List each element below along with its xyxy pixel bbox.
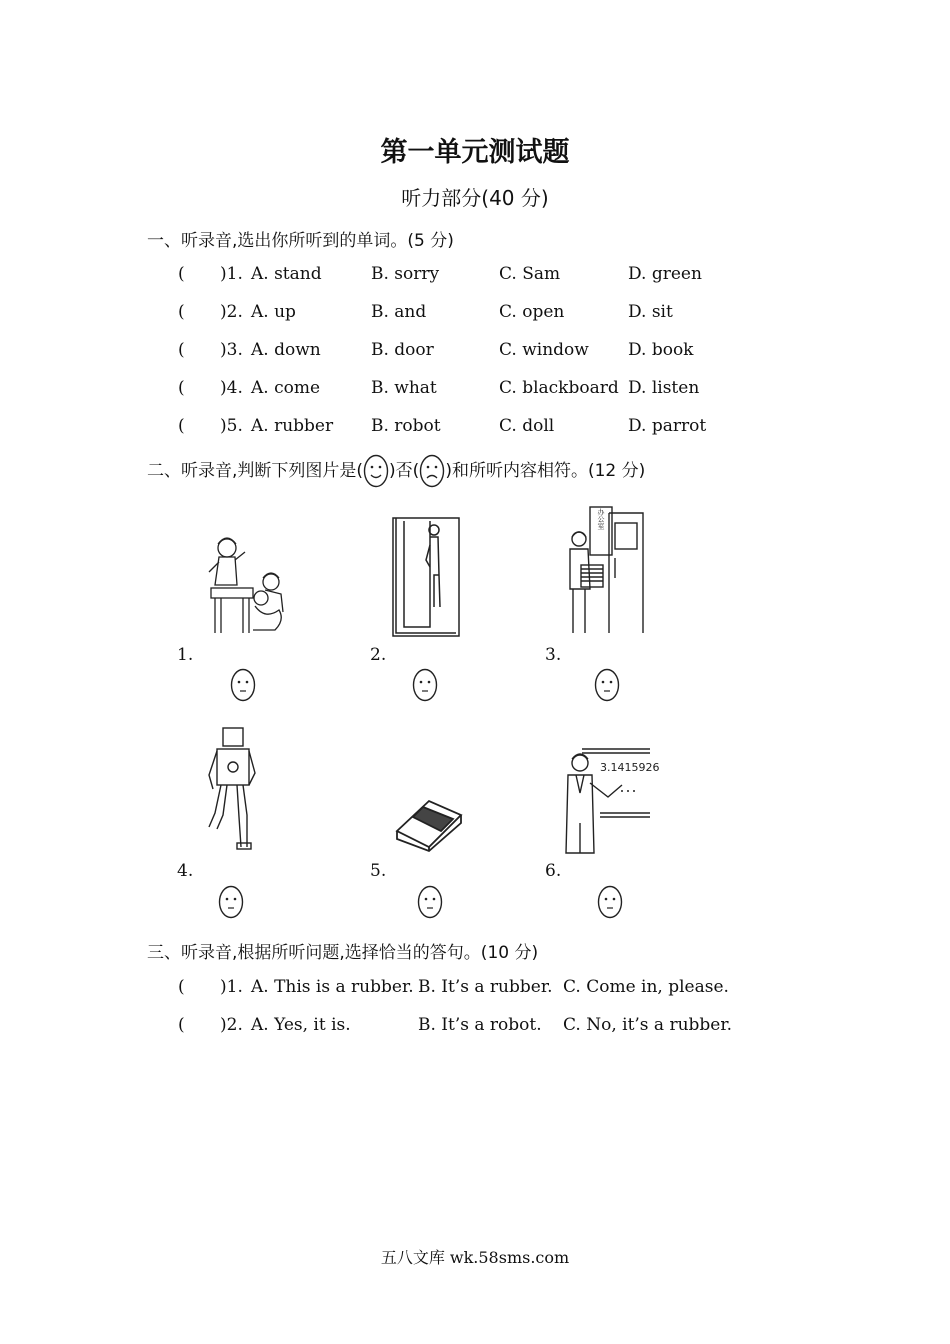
- question-number: )3.: [220, 340, 243, 360]
- answer-face-icon[interactable]: [218, 885, 244, 919]
- option-c: C. open: [499, 302, 565, 322]
- sad-face-icon: [419, 454, 445, 488]
- option-b: B. It’s a robot.: [418, 1015, 542, 1035]
- item-number: 3.: [545, 645, 562, 665]
- answer-face-icon[interactable]: [230, 668, 256, 702]
- answer-paren: (: [178, 416, 185, 436]
- option-c: C. Sam: [499, 264, 561, 284]
- picture-rubber: [393, 795, 465, 853]
- office-sign-text: 办公室: [597, 508, 605, 530]
- option-c: C. window: [499, 340, 589, 360]
- option-b: B. robot: [371, 416, 441, 436]
- option-c: C. blackboard: [499, 378, 619, 398]
- page-subtitle: 听力部分(40 分): [401, 186, 549, 210]
- answer-paren: (: [178, 264, 185, 284]
- answer-paren: (: [178, 302, 185, 322]
- option-a: A. stand: [251, 264, 322, 284]
- item-number: 4.: [177, 861, 194, 881]
- page-title: 第一单元测试题: [380, 137, 570, 168]
- option-c: C. Come in, please.: [563, 977, 729, 997]
- section2-heading-mid: )否(: [389, 461, 420, 481]
- item-number: 5.: [370, 861, 387, 881]
- option-a: A. come: [251, 378, 321, 398]
- question-number: )4.: [220, 378, 243, 398]
- question-number: )1.: [220, 264, 243, 284]
- picture-door: [390, 515, 462, 639]
- option-d: D. parrot: [628, 416, 707, 436]
- option-a: A. down: [251, 340, 321, 360]
- option-d: D. green: [628, 264, 702, 284]
- option-a: A. rubber: [251, 416, 334, 436]
- item-number: 2.: [370, 645, 387, 665]
- option-b: B. what: [371, 378, 437, 398]
- section1-heading: 一、听录音,选出你所听到的单词。(5 分): [147, 231, 454, 251]
- option-d: D. book: [628, 340, 694, 360]
- question-number: )5.: [220, 416, 243, 436]
- answer-paren: (: [178, 977, 185, 997]
- option-c: C. No, it’s a rubber.: [563, 1015, 733, 1035]
- option-a: A. up: [251, 302, 296, 322]
- answer-paren: (: [178, 1015, 185, 1035]
- item-number: 1.: [177, 645, 194, 665]
- question-number: )2.: [220, 1015, 243, 1035]
- section2-heading-pre: 二、听录音,判断下列图片是(: [147, 461, 364, 481]
- answer-paren: (: [178, 378, 185, 398]
- option-a: A. Yes, it is.: [251, 1015, 351, 1035]
- answer-face-icon[interactable]: [417, 885, 443, 919]
- section2-heading-post: )和所听内容相符。(12 分): [445, 461, 646, 481]
- option-b: B. and: [371, 302, 427, 322]
- answer-face-icon[interactable]: [597, 885, 623, 919]
- picture-blackboard: [560, 743, 660, 855]
- option-d: D. sit: [628, 302, 673, 322]
- picture-office: [563, 503, 645, 636]
- picture-robot: [205, 725, 260, 853]
- question-number: )1.: [220, 977, 243, 997]
- answer-face-icon[interactable]: [412, 668, 438, 702]
- section3-heading: 三、听录音,根据所听问题,选择恰当的答句。(10 分): [147, 943, 539, 963]
- option-b: B. door: [371, 340, 434, 360]
- footer-watermark: 五八文库 wk.58sms.com: [380, 1248, 570, 1267]
- picture-greeting: [205, 530, 290, 635]
- question-number: )2.: [220, 302, 243, 322]
- option-b: B. sorry: [371, 264, 440, 284]
- section2-heading: [147, 454, 645, 488]
- item-number: 6.: [545, 861, 562, 881]
- option-d: D. listen: [628, 378, 700, 398]
- smile-face-icon: [363, 454, 389, 488]
- blackboard-text: 3.1415926: [600, 761, 660, 774]
- option-b: B. It’s a rubber.: [418, 977, 553, 997]
- answer-face-icon[interactable]: [594, 668, 620, 702]
- option-a: A. This is a rubber.: [251, 977, 414, 997]
- answer-paren: (: [178, 340, 185, 360]
- option-c: C. doll: [499, 416, 555, 436]
